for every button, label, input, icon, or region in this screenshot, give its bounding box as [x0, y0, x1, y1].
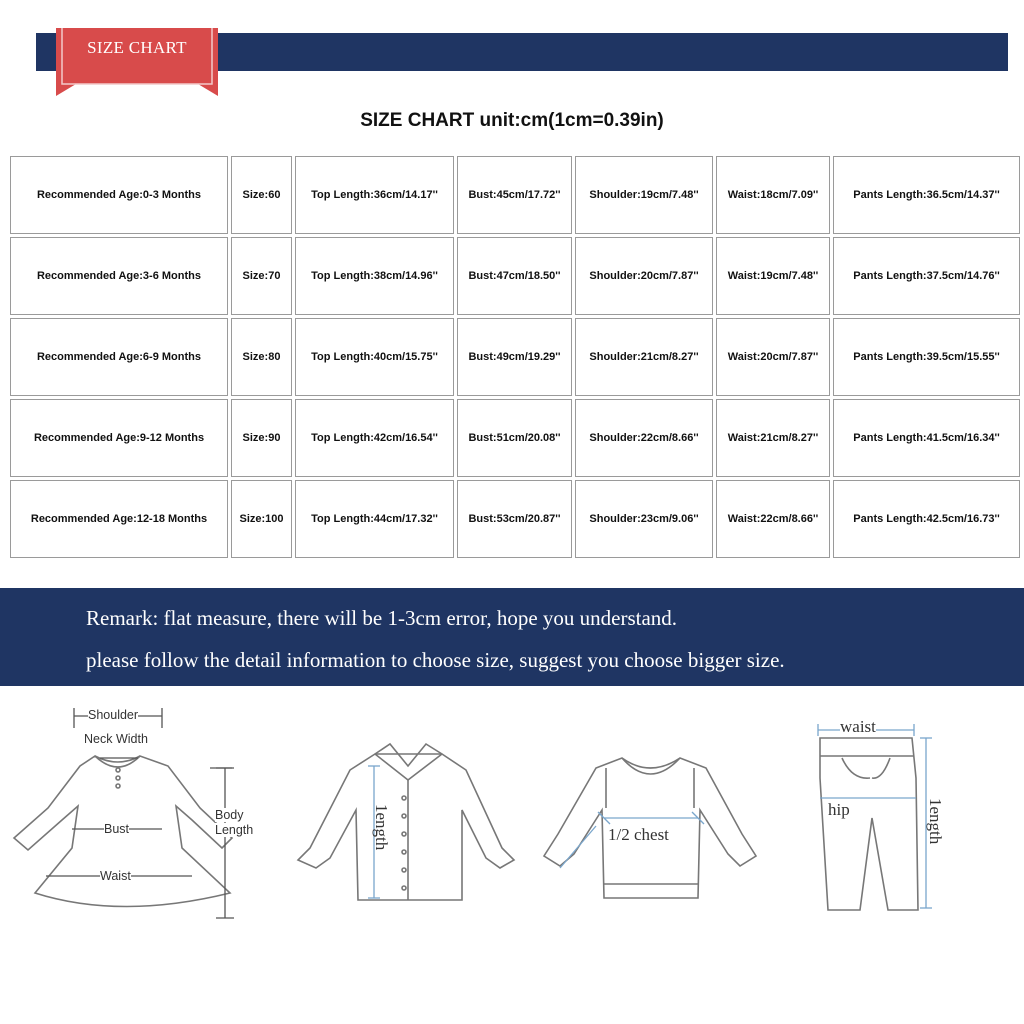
waist-cell: Waist:20cm/7.87'' [716, 318, 830, 396]
dress-diagram [0, 698, 280, 938]
shoulder-cell: Shoulder:22cm/8.66'' [575, 399, 713, 477]
size-cell: Size:60 [231, 156, 292, 234]
shirt-outline-icon [290, 698, 520, 938]
pants-length-cell: Pants Length:37.5cm/14.76'' [833, 237, 1020, 315]
shirt-diagram [290, 698, 520, 938]
top-length-cell: Top Length:40cm/15.75'' [295, 318, 454, 396]
table-row [10, 318, 1020, 396]
badge-label: SIZE CHART [87, 38, 187, 57]
pants-length-cell: Pants Length:41.5cm/16.34'' [833, 399, 1020, 477]
table-row [10, 480, 1020, 558]
age-cell: Recommended Age:0-3 Months [10, 156, 228, 234]
bust-label: Bust [104, 822, 130, 836]
shoulder-cell: Shoulder:21cm/8.27'' [575, 318, 713, 396]
shirt-length-label: 1ength [372, 804, 391, 851]
waist-cell: Waist:18cm/7.09'' [716, 156, 830, 234]
pants-diagram [790, 698, 970, 938]
pants-length-label: 1ength [926, 798, 945, 845]
size-cell: Size:100 [231, 480, 292, 558]
age-cell: Recommended Age:6-9 Months [10, 318, 228, 396]
waist-cell: Waist:22cm/8.66'' [716, 480, 830, 558]
size-table [7, 153, 1023, 561]
waist-label: Waist [100, 869, 131, 883]
pants-length-cell: Pants Length:39.5cm/15.55'' [833, 318, 1020, 396]
bust-cell: Bust:51cm/20.08'' [457, 399, 572, 477]
bust-cell: Bust:49cm/19.29'' [457, 318, 572, 396]
pants-waist-label: waist [840, 717, 876, 736]
size-cell: Size:70 [231, 237, 292, 315]
shoulder-cell: Shoulder:23cm/9.06'' [575, 480, 713, 558]
neck-width-label: Neck Width [84, 732, 148, 746]
bust-cell: Bust:53cm/20.87'' [457, 480, 572, 558]
bust-cell: Bust:47cm/18.50'' [457, 237, 572, 315]
size-cell: Size:80 [231, 318, 292, 396]
remark-text: Remark: flat measure, there will be 1-3cm error, hope you understand. [86, 606, 678, 630]
top-length-cell: Top Length:38cm/14.96'' [295, 237, 454, 315]
table-row [10, 156, 1020, 234]
remark-advice-text: please follow the detail information to choose size, suggest you choose bigger size. [86, 648, 785, 672]
table-row [10, 399, 1020, 477]
remark-banner [0, 588, 1024, 686]
size-cell: Size:90 [231, 399, 292, 477]
waist-cell: Waist:19cm/7.48'' [716, 237, 830, 315]
age-cell: Recommended Age:9-12 Months [10, 399, 228, 477]
sweater-outline-icon [530, 698, 770, 938]
pants-length-cell: Pants Length:42.5cm/16.73'' [833, 480, 1020, 558]
size-table-body [10, 156, 1020, 558]
page-title: SIZE CHART unit:cm(1cm=0.39in) [360, 110, 664, 131]
age-cell: Recommended Age:3-6 Months [10, 237, 228, 315]
shoulder-cell: Shoulder:20cm/7.87'' [575, 237, 713, 315]
table-row [10, 237, 1020, 315]
top-length-cell: Top Length:42cm/16.54'' [295, 399, 454, 477]
sweater-diagram [530, 698, 770, 938]
bust-cell: Bust:45cm/17.72'' [457, 156, 572, 234]
pants-length-cell: Pants Length:36.5cm/14.37'' [833, 156, 1020, 234]
pants-hip-label: hip [828, 800, 850, 819]
shoulder-cell: Shoulder:19cm/7.48'' [575, 156, 713, 234]
age-cell: Recommended Age:12-18 Months [10, 480, 228, 558]
top-length-cell: Top Length:36cm/14.17'' [295, 156, 454, 234]
shoulder-label: Shoulder [88, 708, 139, 722]
waist-cell: Waist:21cm/8.27'' [716, 399, 830, 477]
half-chest-label: 1/2 chest [608, 825, 669, 844]
size-chart-badge [56, 28, 218, 96]
top-length-cell: Top Length:44cm/17.32'' [295, 480, 454, 558]
body-length-label: Body [215, 808, 244, 822]
body-length-label-2: Length [215, 823, 254, 837]
